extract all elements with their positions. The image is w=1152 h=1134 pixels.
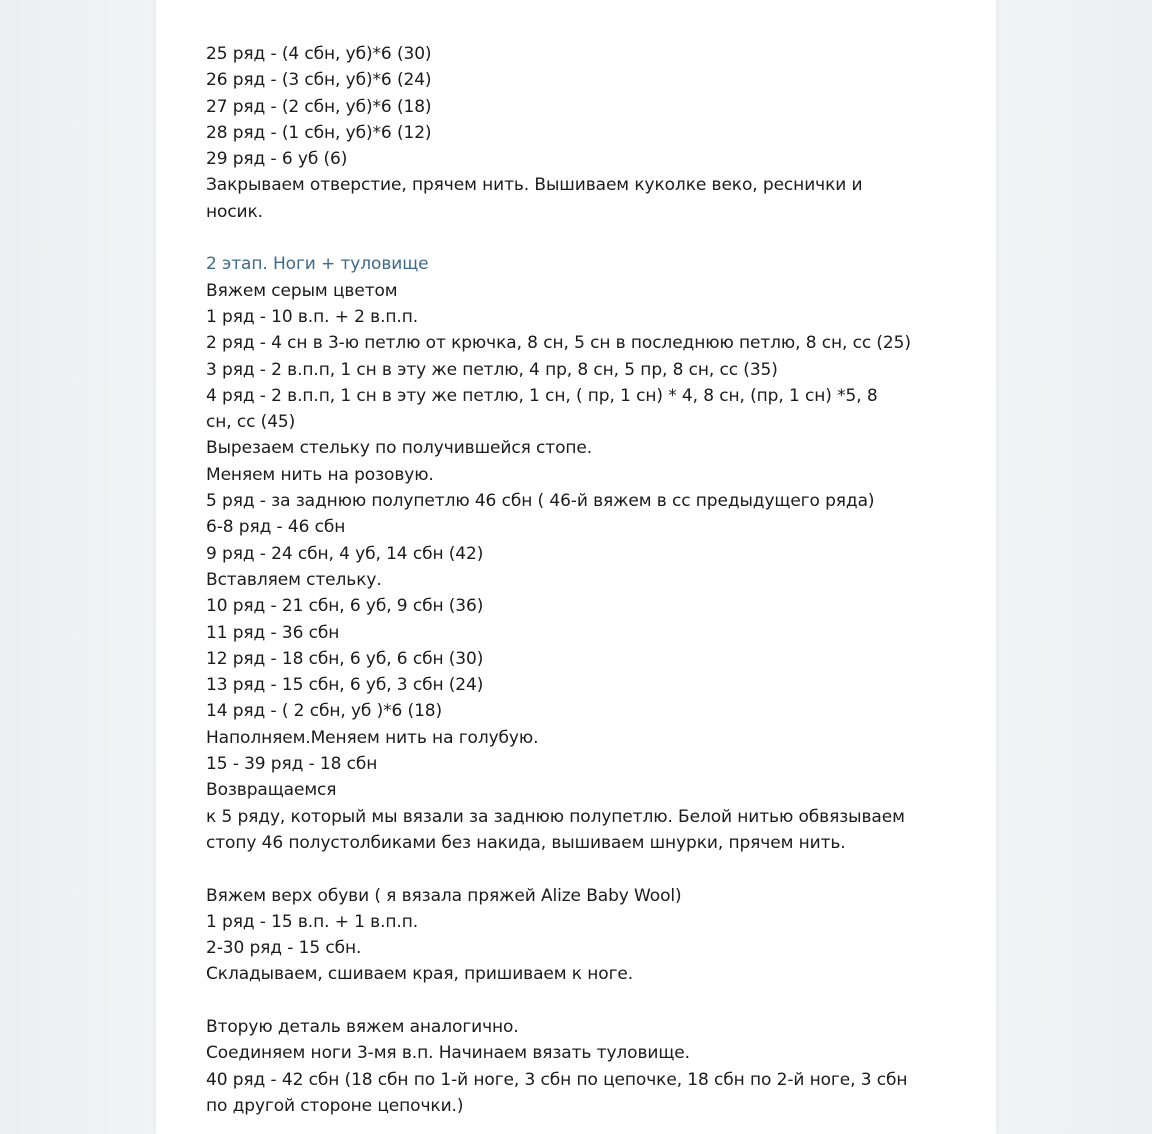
text-line: 13 ряд - 15 сбн, 6 уб, 3 сбн (24) xyxy=(206,675,484,696)
text-line: к 5 ряду, который мы вязали за заднюю полупетлю. Белой нитью обвязываем xyxy=(206,806,905,827)
text-line: 11 ряд - 36 сбн xyxy=(206,622,340,643)
text-line: 5 ряд - за заднюю полупетлю 46 сбн ( 46-й вяжем в сс предыдущего ряда) xyxy=(206,491,875,512)
text-line: Вставляем стельку. xyxy=(206,569,382,590)
text-line: Складываем, сшиваем края, пришиваем к ноге. xyxy=(206,964,634,985)
right-background xyxy=(996,0,1152,1134)
text-line: по другой стороне цепочки.) xyxy=(206,1095,464,1116)
text-line: Закрываем отверстие, прячем нить. Вышиваем куколке веко, реснички и xyxy=(206,175,863,196)
blank-line xyxy=(206,856,966,882)
text-line: Вяжем серым цветом xyxy=(206,280,398,301)
text-line: Соединяем ноги 3-мя в.п. Начинаем вязать туловище. xyxy=(206,1043,690,1064)
text-line: 15 - 39 ряд - 18 сбн xyxy=(206,754,378,775)
text-line: 27 ряд - (2 сбн, уб)*6 (18) xyxy=(206,96,432,117)
left-background xyxy=(0,0,156,1134)
document-content xyxy=(206,41,966,1119)
text-line: 4 ряд - 2 в.п.п, 1 сн в эту же петлю, 1 сн, ( пр, 1 сн) * 4, 8 сн, (пр, 1 сн) *5, 8 xyxy=(206,385,878,406)
text-line: 40 ряд - 42 сбн (18 сбн по 1-й ноге, 3 сбн по цепочке, 18 сбн по 2-й ноге, 3 сбн xyxy=(206,1069,908,1090)
text-line: 29 ряд - 6 уб (6) xyxy=(206,149,348,170)
text-line: 2-30 ряд - 15 сбн. xyxy=(206,938,362,959)
text-line: 1 ряд - 10 в.п. + 2 в.п.п. xyxy=(206,306,419,327)
text-line: 6-8 ряд - 46 сбн xyxy=(206,517,346,538)
text-line: Меняем нить на розовую. xyxy=(206,464,434,485)
text-line: 28 ряд - (1 сбн, уб)*6 (12) xyxy=(206,122,432,143)
text-line: 10 ряд - 21 сбн, 6 уб, 9 сбн (36) xyxy=(206,596,484,617)
text-line: Вяжем верх обуви ( я вязала пряжей Alize Baby Wool) xyxy=(206,885,682,906)
text-line: 25 ряд - (4 сбн, уб)*6 (30) xyxy=(206,44,432,64)
text-line: 14 ряд - ( 2 сбн, уб )*6 (18) xyxy=(206,701,443,722)
text-line: 12 ряд - 18 сбн, 6 уб, 6 сбн (30) xyxy=(206,648,484,669)
text-line: 2 ряд - 4 сн в 3-ю петлю от крючка, 8 сн, 5 сн в последнюю петлю, 8 сн, сс (25) xyxy=(206,333,911,354)
text-line: стопу 46 полустолбиками без накида, вышиваем шнурки, прячем нить. xyxy=(206,832,846,853)
document-page xyxy=(156,0,996,1134)
text-line: 3 ряд - 2 в.п.п, 1 сн в эту же петлю, 4 пр, 8 сн, 5 пр, 8 сн, сс (35) xyxy=(206,359,778,380)
blank-line xyxy=(206,988,966,1014)
text-line: Вырезаем стельку по получившейся стопе. xyxy=(206,438,593,459)
text-line: сн, сс (45) xyxy=(206,412,296,433)
text-line: носик. xyxy=(206,201,263,222)
text-line: Возвращаемся xyxy=(206,780,337,801)
text-line: Наполняем.Меняем нить на голубую. xyxy=(206,727,539,748)
text-line: Вторую деталь вяжем аналогично. xyxy=(206,1016,519,1037)
section-heading: 2 этап. Ноги + туловище xyxy=(206,254,429,275)
text-line: 26 ряд - (3 сбн, уб)*6 (24) xyxy=(206,70,432,91)
blank-line xyxy=(206,225,966,251)
text-line: 1 ряд - 15 в.п. + 1 в.п.п. xyxy=(206,911,419,932)
text-line: 9 ряд - 24 сбн, 4 уб, 14 сбн (42) xyxy=(206,543,484,564)
